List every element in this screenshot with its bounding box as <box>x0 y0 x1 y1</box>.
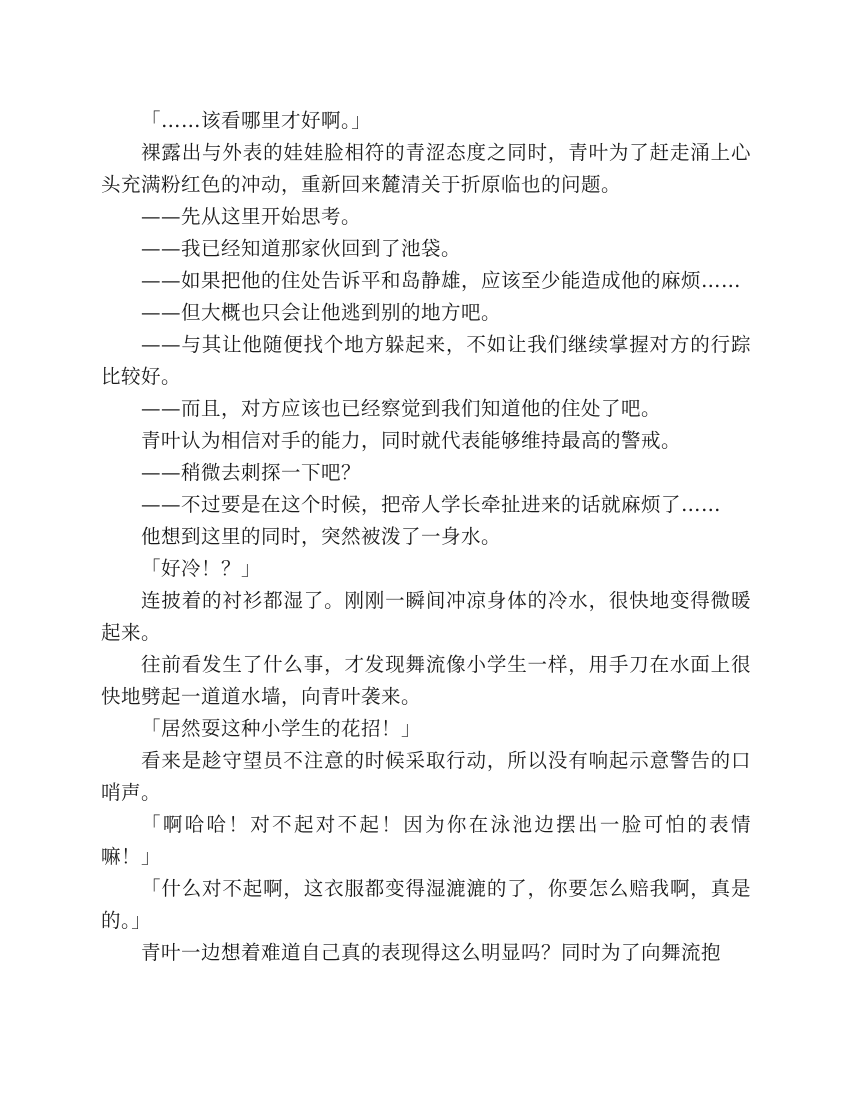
paragraph: ——但大概也只会让他逃到别的地方吧。 <box>141 301 502 324</box>
paragraph: 他想到这里的同时，突然被泼了一身水。 <box>141 525 502 548</box>
paragraph: ——先从这里开始思考。 <box>141 205 362 228</box>
paragraph: ——我已经知道那家伙回到了池袋。 <box>141 237 462 260</box>
paragraph: ——不过要是在这个时候，把帝人学长牵扯进来的话就麻烦了…… <box>141 493 722 516</box>
paragraph: 青叶一边想着难道自己真的表现得这么明显吗？同时为了向舞流抱 <box>141 941 722 964</box>
document-page <box>101 105 751 969</box>
paragraph: 「好冷！？」 <box>141 557 262 580</box>
paragraph: 看来是趁守望员不注意的时候采取行动，所以没有响起示意警告的口哨声。 <box>101 749 751 804</box>
paragraph: 「……该看哪里才好啊。」 <box>141 109 372 132</box>
paragraph: 往前看发生了什么事，才发现舞流像小学生一样，用手刀在水面上很快地劈起一道道水墙，向青叶袭来。 <box>101 653 751 708</box>
paragraph: ——如果把他的住处告诉平和岛静雄，应该至少能造成他的麻烦…… <box>141 269 742 292</box>
paragraph: 裸露出与外表的娃娃脸相符的青涩态度之同时，青叶为了赶走涌上心头充满粉红色的冲动，重新回来麓清关于折原临也的问题。 <box>101 141 751 196</box>
paragraph: 「居然耍这种小学生的花招！」 <box>141 717 422 740</box>
paragraph: ——稍微去刺探一下吧？ <box>141 461 362 484</box>
paragraph: 「什么对不起啊，这衣服都变得湿漉漉的了，你要怎么赔我啊，真是的。」 <box>101 877 751 932</box>
paragraph: ——与其让他随便找个地方躲起来，不如让我们继续掌握对方的行踪比较好。 <box>101 333 751 388</box>
paragraph: 青叶认为相信对手的能力，同时就代表能够维持最高的警戒。 <box>141 429 682 452</box>
paragraph: 连披着的衬衫都湿了。刚刚一瞬间冲凉身体的冷水，很快地变得微暖起来。 <box>101 589 751 644</box>
paragraph: ——而且，对方应该也已经察觉到我们知道他的住处了吧。 <box>141 397 662 420</box>
paragraph: 「啊哈哈！对不起对不起！因为你在泳池边摆出一脸可怕的表情嘛！」 <box>101 813 751 868</box>
